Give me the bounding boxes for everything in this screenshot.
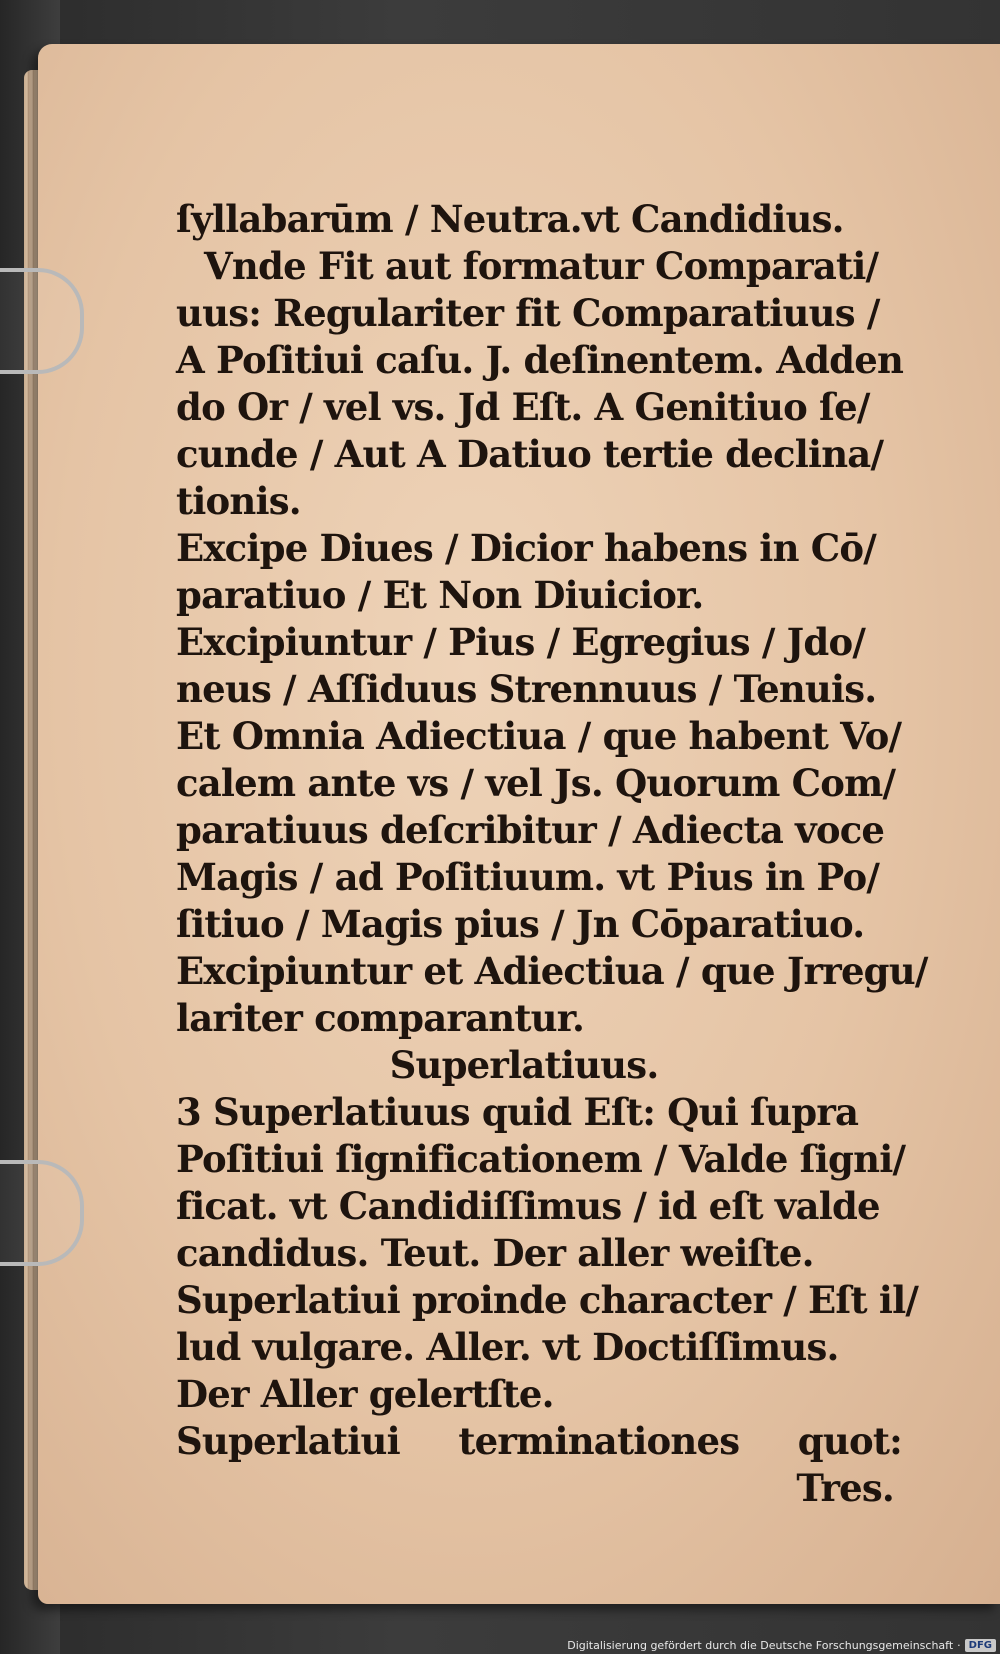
text-line: A Poſitiui caſu. J. deſinentem. Adden (176, 338, 904, 382)
book-clip-top (0, 268, 84, 374)
text-line (176, 1418, 902, 1465)
text-line: lud vulgare. Aller. vt Doctiſſimus. (176, 1325, 839, 1369)
text-line: uus: Regulariter fit Comparatiuus / (176, 291, 880, 335)
digitization-credit: Digitalisierung gefördert durch die Deutsche Forschungsgemeinschaft (567, 1639, 954, 1652)
text-line: tionis. (176, 479, 301, 523)
text-line: Excipiuntur et Adiectiua / que Jrregu/ (176, 949, 928, 993)
text-line: Excipe Diues / Dicior habens in Cō/ (176, 526, 876, 570)
text-line: cunde / Aut A Datiuo tertie declina/ (176, 432, 884, 476)
text-line: Excipiuntur / Pius / Egregius / Jdo/ (176, 620, 866, 664)
text-line: Magis / ad Poſitiuum. vt Pius in Po/ (176, 855, 880, 899)
text-line: paratiuus deſcribitur / Adiecta voce (176, 808, 885, 852)
text-line: Et Omnia Adiectiua / que habent Vo/ (176, 714, 902, 758)
text-line: candidus. Teut. Der aller weiſte. (176, 1231, 814, 1275)
text-line: Superlatiui proinde character / Eſt il/ (176, 1278, 919, 1322)
text-line: calem ante vs / vel Js. Quorum Com/ (176, 761, 896, 805)
separator: · (957, 1639, 961, 1652)
text-line: do Or / vel vs. Jd Eſt. A Genitiuo ſe/ (176, 385, 870, 429)
text-line: lariter comparantur. (176, 996, 585, 1040)
dfg-logo: DFG (965, 1639, 996, 1652)
text-line: paratiuo / Et Non Diuicior. (176, 573, 704, 617)
text-line: Vnde Fit aut formatur Comparati/ (204, 244, 879, 288)
text-line: ficat. vt Candidiſſimus / id eſt valde (176, 1184, 880, 1228)
digitization-footer (567, 1639, 996, 1652)
text-line: ſitiuo / Magis pius / Jn Cōparatiuo. (176, 902, 865, 946)
catchword: Tres. (796, 1466, 894, 1510)
text-line: Der Aller gelertſte. (176, 1372, 554, 1416)
text-word: Superlatiui (176, 1419, 400, 1463)
text-line: Poſitiui ſignificationem / Valde ſigni/ (176, 1137, 906, 1181)
text-line: ſyllabarūm / Neutra.vt Candidius. (176, 197, 844, 241)
text-line: neus / Aſſiduus Strennuus / Tenuis. (176, 667, 877, 711)
page-text (176, 196, 928, 1512)
text-line: 3 Superlatiuus quid Eſt: Qui ſupra (176, 1090, 859, 1134)
section-heading: Superlatiuus. (389, 1043, 659, 1087)
text-word: quot: (797, 1419, 902, 1463)
text-word: terminationes (458, 1419, 740, 1463)
book-clip-bottom (0, 1160, 84, 1266)
